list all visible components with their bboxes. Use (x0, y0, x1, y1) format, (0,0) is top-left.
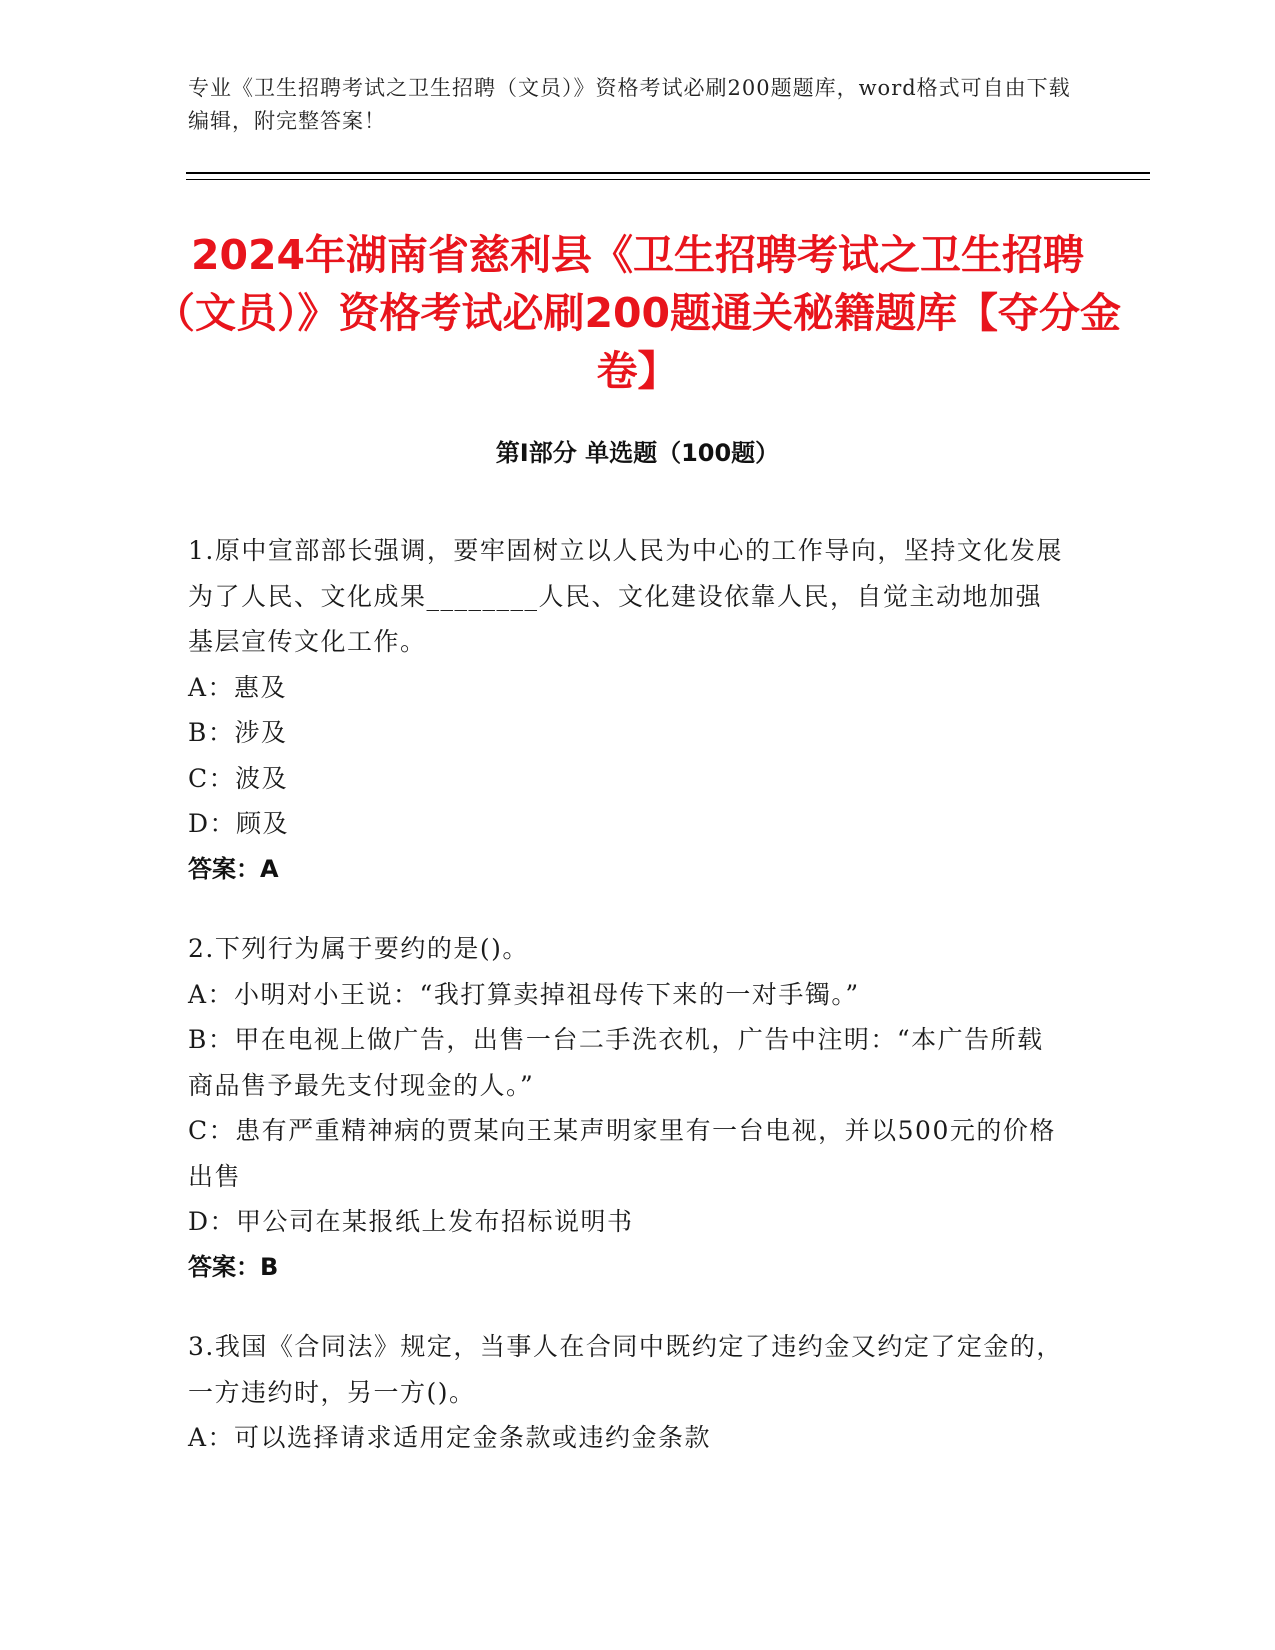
question-3 (188, 1324, 1068, 1461)
header-divider-thick (186, 172, 1150, 174)
option-d: D：甲公司在某报纸上发布招标说明书 (188, 1207, 634, 1236)
question-stem: 3.我国《合同法》规定，当事人在合同中既约定了违约金又约定了定金的，一方违约时，另一方()。 (188, 1332, 1063, 1407)
question-stem: 2.下列行为属于要约的是()。 (188, 934, 529, 963)
option-c: C：患有严重精神病的贾某向王某声明家里有一台电视，并以500元的价格出售 (188, 1116, 1056, 1191)
document-title: 2024年湖南省慈利县《卫生招聘考试之卫生招聘（文员）》资格考试必刷200题通关秘籍题库【夺分金卷】 (153, 231, 1122, 395)
question-1 (188, 528, 1068, 892)
option-a: A：惠及 (188, 672, 288, 702)
option-b: B：甲在电视上做广告，出售一台二手洗衣机，广告中注明：“本广告所载商品售予最先支付现金的人。” (188, 1025, 1044, 1100)
answer-line: 答案：B (188, 1252, 279, 1281)
option-d: D：顾及 (188, 809, 290, 838)
section-heading: 第Ⅰ部分 单选题（100题） (495, 439, 780, 467)
option-b: B：涉及 (188, 718, 288, 747)
option-c: C：波及 (188, 763, 289, 793)
option-a: A：可以选择请求适用定金条款或违约金条款 (188, 1423, 712, 1452)
header-note: 专业《卫生招聘考试之卫生招聘（文员）》资格考试必刷200题题库，word格式可自由下载编辑，附完整答案！ (188, 76, 1071, 133)
question-2 (188, 926, 1068, 1290)
option-a: A：小明对小王说：“我打算卖掉祖母传下来的一对手镯。” (188, 979, 860, 1009)
header-divider-thin (186, 179, 1150, 180)
question-stem: 1.原中宣部部长强调，要牢固树立以人民为中心的工作导向，坚持文化发展为了人民、文化成果________人民、文化建设依靠人民，自觉主动地加强基层宣传文化工作。 (188, 536, 1063, 656)
question-list (188, 528, 1068, 1495)
answer-line: 答案：A (188, 854, 279, 883)
